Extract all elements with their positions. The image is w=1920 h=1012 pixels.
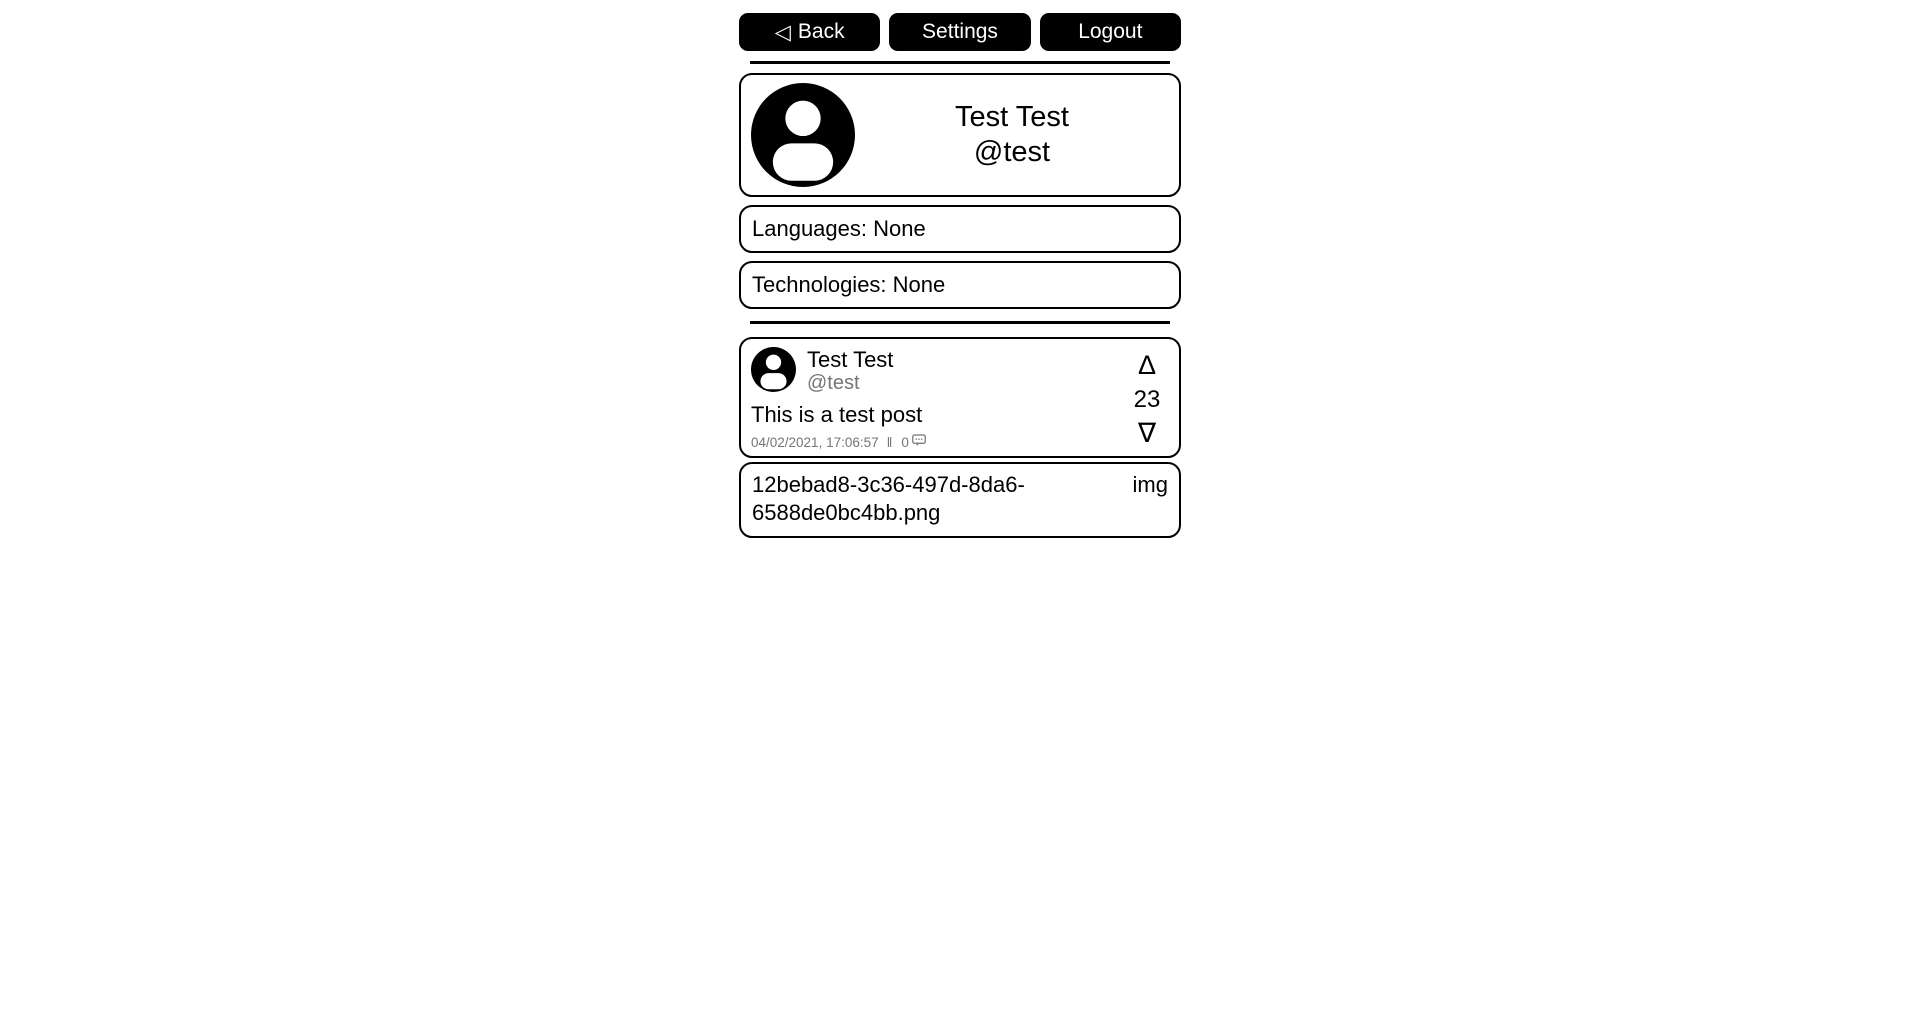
meta-separator: ‖ (886, 434, 894, 451)
profile-page (739, 0, 1181, 538)
person-icon (751, 347, 796, 392)
languages-label: Languages: None (752, 216, 926, 241)
logout-button-label: Logout (1078, 20, 1143, 43)
divider-top (750, 61, 1170, 64)
post-meta (751, 434, 1129, 450)
speech-bubble-icon (912, 434, 926, 450)
vote-column (1129, 347, 1165, 450)
post-text: This is a test post (751, 402, 923, 428)
back-arrow-icon: ◁ (774, 20, 791, 44)
person-icon (751, 83, 855, 187)
post-author-name: Test Test (807, 347, 894, 372)
downvote-button[interactable]: ∇ (1137, 418, 1157, 449)
back-button[interactable] (739, 13, 880, 51)
post-author-username: @test (807, 372, 860, 395)
profile-username: @test (973, 136, 1051, 168)
post-card[interactable] (739, 337, 1181, 458)
technologies-label: Technologies: None (752, 272, 946, 297)
attachment-filename[interactable]: 12bebad8-3c36-497d-8da6-6588de0bc4bb.png (752, 472, 1025, 526)
technologies-box (739, 261, 1181, 309)
settings-button[interactable] (889, 13, 1030, 51)
attachment-box[interactable] (739, 462, 1181, 538)
post-timestamp: 04/02/2021, 17:06:57 (751, 434, 879, 450)
comment-count-group (901, 434, 926, 450)
post-main (751, 347, 1129, 450)
top-navigation (739, 13, 1181, 51)
settings-button-label: Settings (922, 20, 998, 43)
comment-count: 0 (901, 434, 909, 450)
divider-posts (750, 321, 1170, 324)
languages-box (739, 205, 1181, 253)
upvote-button[interactable]: Δ (1137, 350, 1157, 380)
attachment-type-label: img (1132, 472, 1168, 498)
back-button-label: Back (797, 20, 845, 43)
profile-display-name: Test Test (955, 101, 1069, 134)
profile-name-block (855, 100, 1169, 170)
post-header (751, 347, 1129, 394)
vote-score: 23 (1133, 385, 1161, 413)
profile-card (739, 73, 1181, 197)
logout-button[interactable] (1040, 13, 1181, 51)
post-author-block (807, 347, 893, 394)
